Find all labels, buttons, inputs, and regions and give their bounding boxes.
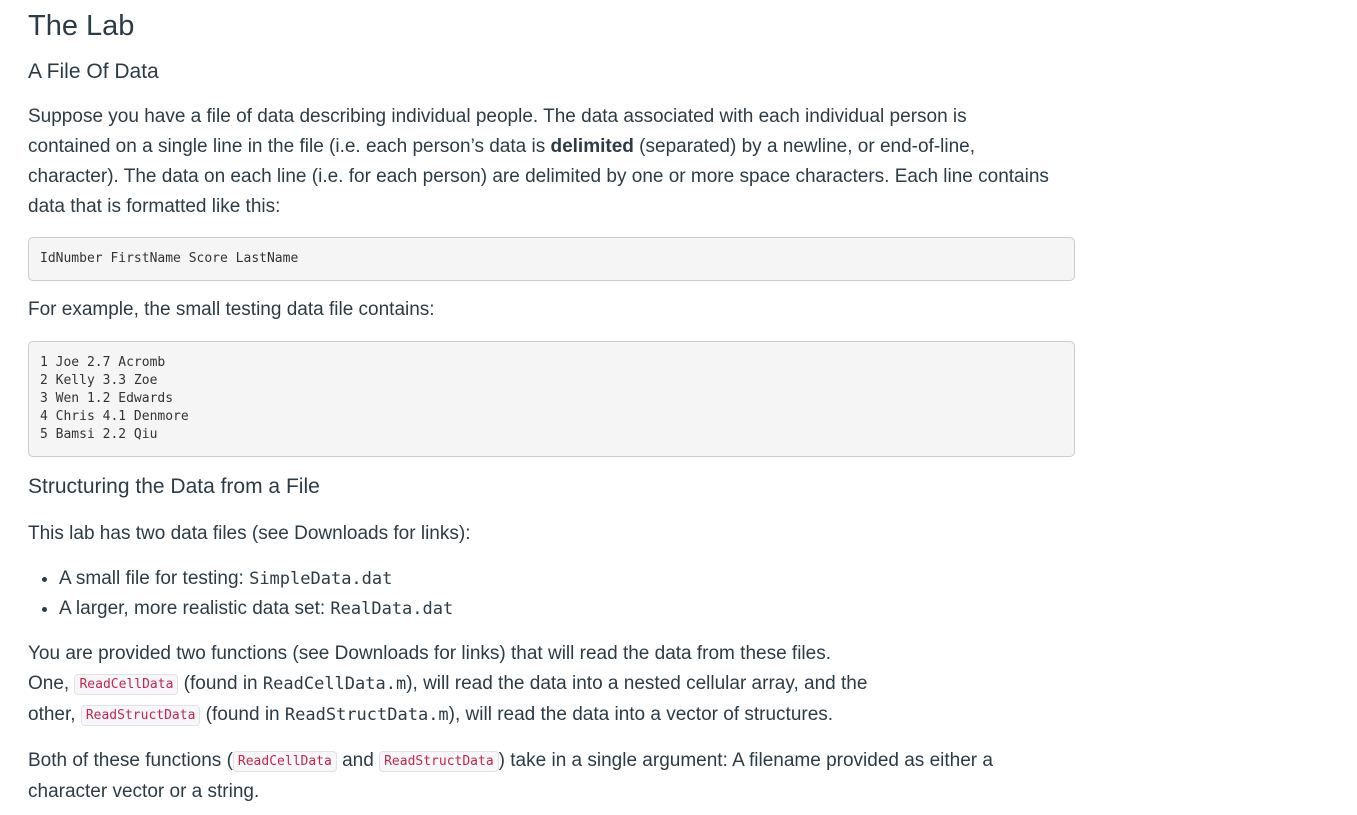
code-line: 3 Wen 1.2 Edwards [40, 391, 174, 406]
format-code-block: IdNumber FirstName Score LastName [28, 237, 1075, 281]
data-files-list [28, 564, 1075, 624]
code-readstructdata: ReadStructData [379, 751, 499, 772]
section-heading-structuring: Structuring the Data from a File [28, 475, 320, 498]
page-title: The Lab [28, 10, 135, 42]
filename-simpledata: SimpleData.dat [249, 569, 393, 589]
section2-intro: This lab has two data files (see Downloads for links): [28, 523, 471, 544]
paragraph-line: character). The data on each line (i.e. for each person) are delimited by one or more space characters. Each line contains [28, 166, 1049, 187]
paragraph-description [28, 102, 1075, 222]
filename-realdata: RealData.dat [330, 599, 454, 619]
code-line: 4 Chris 4.1 Denmore [40, 409, 189, 424]
list-item: • A larger, more realistic data set: RealData.dat [59, 594, 1075, 624]
bold-term-delimited: delimited [550, 136, 634, 157]
code-line: 2 Kelly 3.3 Zoe [40, 373, 158, 388]
example-code-block [28, 341, 1075, 457]
code-readcelldata: ReadCellData [233, 751, 337, 772]
paragraph-line: data that is formatted like this: [28, 196, 281, 217]
example-intro: For example, the small testing data file contains: [28, 299, 435, 320]
filename-readcelldata-m: ReadCellData.m [262, 674, 407, 694]
code-line: 1 Joe 2.7 Acromb [40, 355, 166, 370]
list-item: • A small file for testing: SimpleData.dat [59, 564, 1075, 594]
paragraph-line: Suppose you have a file of data describing individual people. The data associated with each individual person is [28, 106, 967, 127]
code-readstructdata: ReadStructData [81, 705, 201, 726]
code-readcelldata: ReadCellData [74, 674, 178, 695]
paragraph-functions: You are provided two functions (see Downloads for links) that will read the data from these files. One, ReadCellData (found in ReadCellData.m), will read the data into a nested cellular array, and the other, ReadStructData (found in ReadStructData.m), will read the data into a vector of structures. [28, 643, 868, 725]
paragraph-arguments: Both of these functions ( ReadCellData and ReadStructData ) take in a single argument: A filename provided as either a character vector or a string. [28, 750, 993, 802]
paragraph-line: contained on a single line in the file (i.e. each person’s data is [28, 136, 551, 157]
code-line: 5 Bamsi 2.2 Qiu [40, 427, 158, 442]
paragraph-line: (separated) by a newline, or end-of-line, [633, 136, 976, 157]
paragraph-line: You are provided two functions (see Downloads for links) that will read the data from these files. [28, 643, 831, 664]
section-heading-file-of-data: A File Of Data [28, 60, 159, 83]
filename-readstructdata-m: ReadStructData.m [284, 705, 449, 725]
